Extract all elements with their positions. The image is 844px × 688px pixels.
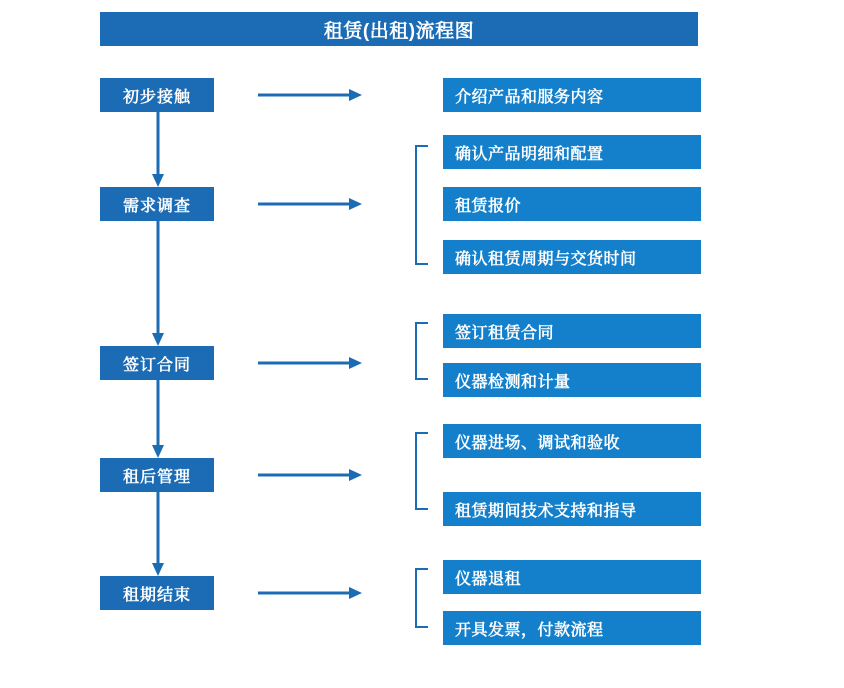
- stage-box-5: 租期结束: [100, 576, 214, 610]
- detail-box-9: 仪器退租: [443, 560, 701, 594]
- detail-box-1: 介绍产品和服务内容: [443, 78, 701, 112]
- detail-box-4: 确认租赁周期与交货时间: [443, 240, 701, 274]
- arrow-stage-3: [258, 357, 362, 369]
- connector-1-2: [151, 112, 165, 187]
- arrow-stage-5: [258, 587, 362, 599]
- stage-box-3: 签订合同: [100, 346, 214, 380]
- bracket-group-5: [414, 568, 428, 628]
- detail-box-5: 签订租赁合同: [443, 314, 701, 348]
- detail-box-6: 仪器检测和计量: [443, 363, 701, 397]
- detail-box-2: 确认产品明细和配置: [443, 135, 701, 169]
- stage-box-1: 初步接触: [100, 78, 214, 112]
- detail-box-3: 租赁报价: [443, 187, 701, 221]
- connector-2-3: [151, 221, 165, 346]
- bracket-group-2: [414, 145, 428, 265]
- arrow-stage-4: [258, 469, 362, 481]
- bracket-group-4: [414, 432, 428, 510]
- arrow-stage-2: [258, 198, 362, 210]
- detail-box-10: 开具发票，付款流程: [443, 611, 701, 645]
- detail-box-8: 租赁期间技术支持和指导: [443, 492, 701, 526]
- arrow-stage-1: [258, 89, 362, 101]
- bracket-group-3: [414, 322, 428, 380]
- connector-4-5: [151, 492, 165, 576]
- page-title: 租赁(出租)流程图: [100, 12, 698, 46]
- detail-box-7: 仪器进场、调试和验收: [443, 424, 701, 458]
- connector-3-4: [151, 380, 165, 458]
- stage-box-4: 租后管理: [100, 458, 214, 492]
- stage-box-2: 需求调查: [100, 187, 214, 221]
